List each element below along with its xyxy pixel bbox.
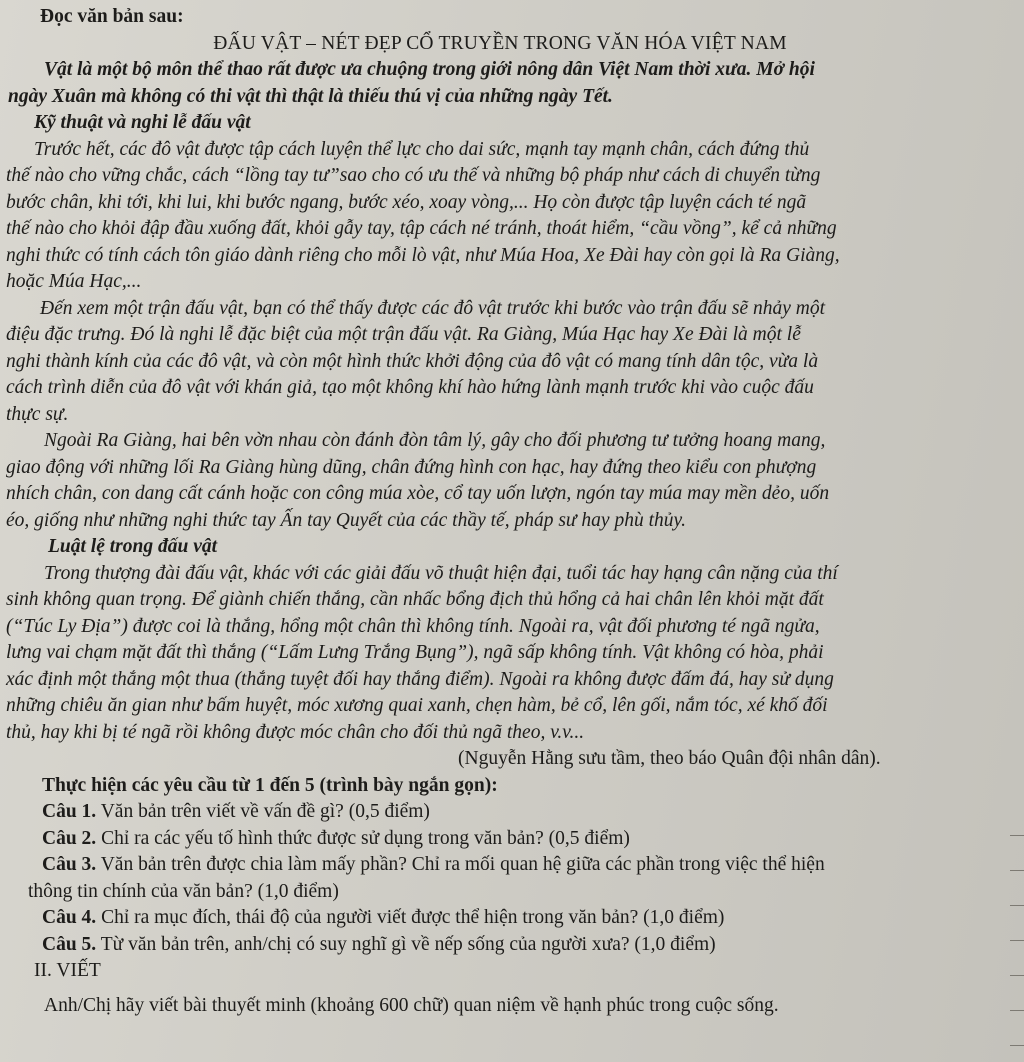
paragraph-line: nghi thành kính của các đô vật, và còn một hình thức khởi động của đô vật có mang tính dân tộc, vừa là — [6, 350, 819, 372]
paragraph-line: éo, giống như những nghi thức tay Ấn tay Quyết của các thầy tế, pháp sư hay phù thủy. — [6, 509, 686, 531]
question-text: Chỉ ra mục đích, thái độ của người viết được thể hiện trong văn bản? (1,0 điểm) — [96, 907, 725, 928]
writing-task: Anh/Chị hãy viết bài thuyết minh (khoảng 600 chữ) quan niệm về hạnh phúc trong cuộc sống. — [44, 994, 779, 1016]
technique-paragraph-2 — [0, 296, 1000, 429]
question-3-continued: thông tin chính của văn bản? (1,0 điểm) — [28, 880, 339, 902]
margin-rule-line — [1010, 870, 1024, 871]
question-text: Văn bản trên được chia làm mấy phần? Chỉ ra mối quan hệ giữa các phần trong việc thể hiện — [96, 854, 825, 875]
question-label: Câu 5. — [42, 933, 97, 955]
paragraph-line: thế nào cho khỏi đập đầu xuống đất, khỏi gẫy tay, tập cách né tránh, thoát hiểm, “cầu vồng”, kể cả những — [6, 218, 837, 239]
reading-instruction: Đọc văn bản sau: — [40, 6, 184, 27]
section-heading-technique: Kỹ thuật và nghi lễ đấu vật — [34, 112, 251, 133]
paragraph-line: bước chân, khi tới, khi lui, khi bước ngang, bước xéo, xoay vòng,... Họ còn được tập luyện cách té ngã — [6, 191, 807, 213]
margin-rule-line — [1010, 905, 1024, 906]
margin-rule-line — [1010, 1010, 1024, 1011]
question-3 — [42, 852, 1000, 879]
margin-rule-line — [1010, 975, 1024, 976]
margin-rule-line — [1010, 940, 1024, 941]
paragraph-line: giao động với những lối Ra Giàng hùng dũng, chân đứng hình con hạc, hay đứng theo kiểu con phượng — [6, 456, 817, 478]
paragraph-line: Đến xem một trận đấu vật, bạn có thể thấy được các đô vật trước khi bước vào trận đấu sẽ nhảy một — [40, 297, 825, 319]
paragraph-line: cách trình diễn của đô vật với khán giả, tạo một không khí hào hứng lành mạnh trước khi vào cuộc đấu — [6, 377, 814, 398]
question-2 — [42, 826, 1000, 853]
technique-paragraph-1 — [0, 137, 1000, 296]
paragraph-line: lưng vai chạm mặt đất thì thắng (“Lấm Lưng Trắng Bụng”), ngã sấp không tính. Vật không có hòa, phải — [6, 642, 824, 663]
paragraph-line: thủ, hay khi bị té ngã rồi không được móc chân cho đối thủ ngã theo, v.v... — [6, 721, 585, 743]
source-citation: (Nguyễn Hằng sưu tầm, theo báo Quân đội nhân dân). — [458, 748, 881, 769]
technique-paragraph-3 — [0, 428, 1000, 534]
paragraph-line: thế nào cho vững chắc, cách “lồng tay tư”sao cho có ưu thế và những bộ pháp như cách di chuyển từng — [6, 165, 821, 186]
question-label: Câu 4. — [42, 907, 97, 928]
question-label: Câu 2. — [42, 827, 97, 849]
question-text: Từ văn bản trên, anh/chị có suy nghĩ gì về nếp sống của người xưa? (1,0 điểm) — [96, 933, 716, 955]
question-4 — [42, 905, 1000, 932]
margin-rule-line — [1010, 1045, 1024, 1046]
paragraph-line: điệu đặc trưng. Đó là nghi lễ đặc biệt của một trận đấu vật. Ra Giàng, Múa Hạc hay Xe Đài là một lễ — [6, 324, 801, 345]
paragraph-line: nghi thức có tính cách tôn giáo dành riêng cho mỗi lò vật, như Múa Hoa, Xe Đài hay còn gọi là Ra Giàng, — [6, 244, 840, 266]
question-list — [0, 799, 1000, 958]
section-heading-rules: Luật lệ trong đấu vật — [48, 536, 218, 557]
intro-line-2: ngày Xuân mà không có thi vật thì thật là thiếu thú vị của những ngày Tết. — [8, 85, 613, 107]
paragraph-line: sinh không quan trọng. Để giành chiến thắng, cần nhấc bổng địch thủ hổng cả hai chân lên khỏi mặt đất — [6, 589, 824, 610]
paragraph-line: thực sự. — [6, 403, 69, 425]
paragraph-line: hoặc Múa Hạc,... — [6, 271, 142, 292]
question-text: Chỉ ra các yếu tố hình thức được sử dụng trong văn bản? (0,5 điểm) — [96, 827, 630, 849]
intro-paragraph — [0, 57, 1000, 110]
intro-line-1: Vật là một bộ môn thể thao rất được ưa chuộng trong giới nông dân Việt Nam thời xưa. Mở hội — [44, 59, 815, 80]
question-text: Văn bản trên viết về vấn đề gì? (0,5 điểm) — [96, 801, 430, 822]
question-label: Câu 3. — [42, 854, 97, 875]
question-label: Câu 1. — [42, 801, 97, 822]
rules-paragraph — [0, 561, 1000, 747]
paragraph-line: Ngoài Ra Giàng, hai bên vờn nhau còn đánh đòn tâm lý, gây cho đối phương tư tưởng hoang mang, — [44, 430, 826, 451]
paragraph-line: Trong thượng đài đấu vật, khác với các giải đấu võ thuật hiện đại, tuổi tác hay hạng cân nặng của thí — [44, 562, 838, 584]
paragraph-line: (“Túc Ly Địa”) được coi là thắng, hổng một chân thì không tính. Ngoài ra, vật đối phương té ngã ngửa, — [6, 615, 820, 637]
paragraph-line: những chiêu ăn gian như bấm huyệt, móc xương quai xanh, chẹn hàm, bẻ cổ, lên gối, nắm tóc, xé khố đối — [6, 695, 828, 716]
question-1 — [42, 799, 1000, 826]
question-5 — [42, 932, 1000, 959]
task-instructions: Thực hiện các yêu cầu từ 1 đến 5 (trình bày ngắn gọn): — [42, 774, 498, 796]
paragraph-line: xác định một thắng một thua (thắng tuyệt đối hay thắng điểm). Ngoài ra không được đấm đá, hay sử dụng — [6, 668, 834, 690]
part-2-heading: II. VIẾT — [34, 960, 101, 981]
margin-rule-line — [1010, 835, 1024, 836]
document-title: ĐẤU VẬT – NÉT ĐẸP CỔ TRUYỀN TRONG VĂN HÓA VIỆT NAM — [213, 32, 787, 54]
paragraph-line: Trước hết, các đô vật được tập cách luyện thể lực cho dai sức, mạnh tay mạnh chân, cách đứng thủ — [34, 138, 810, 160]
paragraph-line: nhích chân, con dang cất cánh hoặc con công múa xòe, cổ tay uốn lượn, ngón tay múa may mền dẻo, uốn — [6, 483, 830, 504]
